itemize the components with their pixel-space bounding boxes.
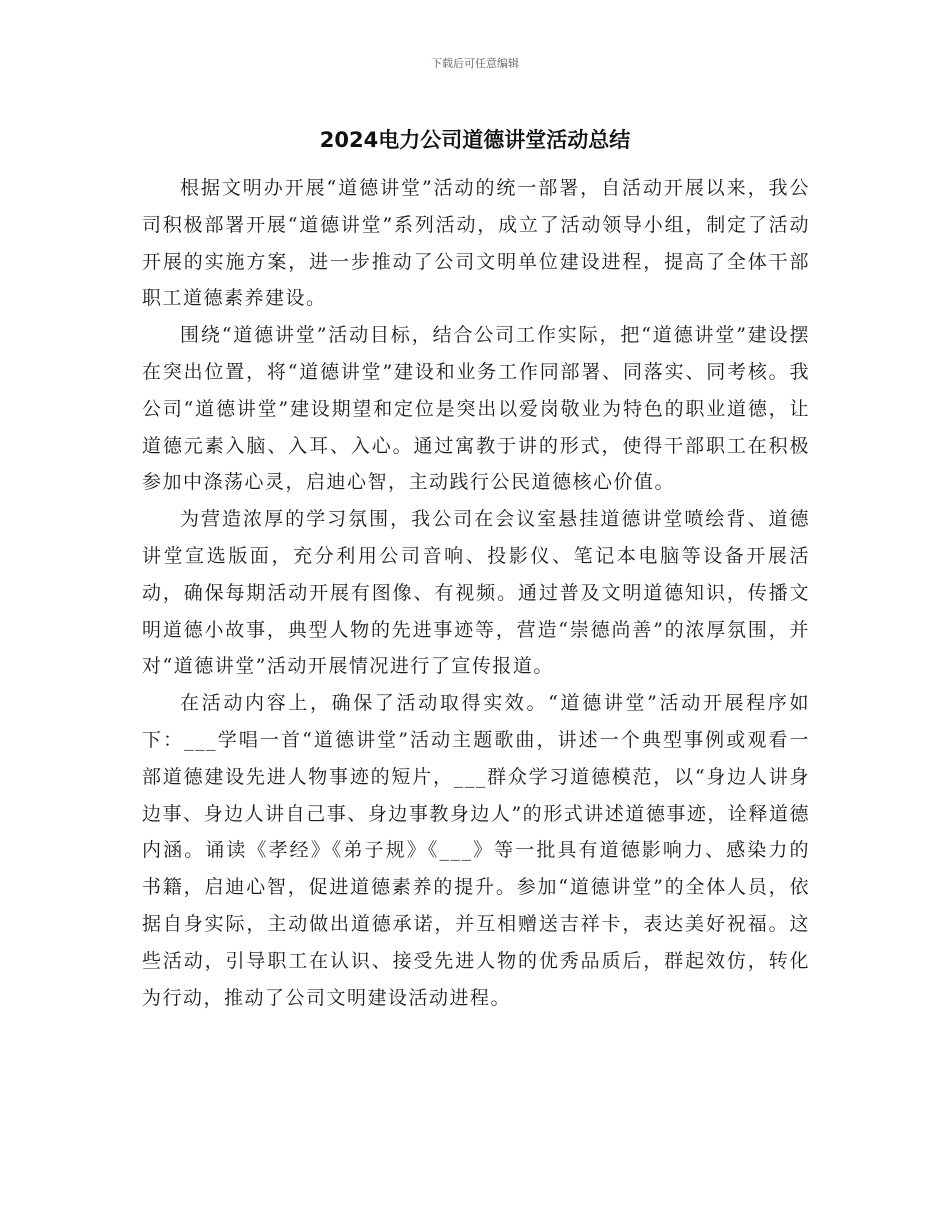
document-title: 2024电力公司道德讲堂活动总结	[319, 128, 631, 152]
header-note: 下载后可任意编辑	[431, 57, 519, 70]
paragraph: 为营造浓厚的学习氛围，我公司在会议室悬挂道德讲堂喷绘背、道德讲堂宣选版面，充分利用公司音响、投影仪、笔记本电脑等设备开展活动，确保每期活动开展有图像、有视频。通过普及文明道德知识，传播文明道德小故事，典型人物的先进事迹等，营造“崇德尚善”的浓厚氛围，并对“道德讲堂”活动开展情况进行了宣传报道。	[142, 508, 810, 678]
paragraph: 在活动内容上，确保了活动取得实效。“道德讲堂”活动开展程序如下：___学唱一首“道德讲堂”活动主题歌曲，讲述一个典型事例或观看一部道德建设先进人物事迹的短片，___群众学习道德模范，以“身边人讲身边事、身边人讲自己事、身边事教身边人”的形式讲述道德事迹，诠释道德内涵。诵读《孝经》《弟子规》《___》等一批具有道德影响力、感染力的书籍，启迪心智，促进道德素养的提升。参加“道德讲堂”的全体人员，依据自身实际，主动做出道德承诺，并互相赠送吉祥卡，表达美好祝福。这些活动，引导职工在认识、接受先进人物的优秀品质后，群起效仿，转化为行动，推动了公司文明建设活动进程。	[142, 692, 810, 1009]
paragraph: 围绕“道德讲堂”活动目标，结合公司工作实际，把“道德讲堂”建设摆在突出位置，将“道德讲堂”建设和业务工作同部署、同落实、同考核。我公司“道德讲堂”建设期望和定位是突出以爱岗敬业为特色的职业道德，让道德元素入脑、入耳、入心。通过寓教于讲的形式，使得干部职工在积极参加中涤荡心灵，启迪心智，主动践行公民道德核心价值。	[142, 324, 810, 494]
document-body	[142, 170, 810, 1016]
paragraph: 根据文明办开展“道德讲堂”活动的统一部署，自活动开展以来，我公司积极部署开展“道德讲堂”系列活动，成立了活动领导小组，制定了活动开展的实施方案，进一步推动了公司文明单位建设进程，提高了全体干部职工道德素养建设。	[142, 177, 810, 310]
